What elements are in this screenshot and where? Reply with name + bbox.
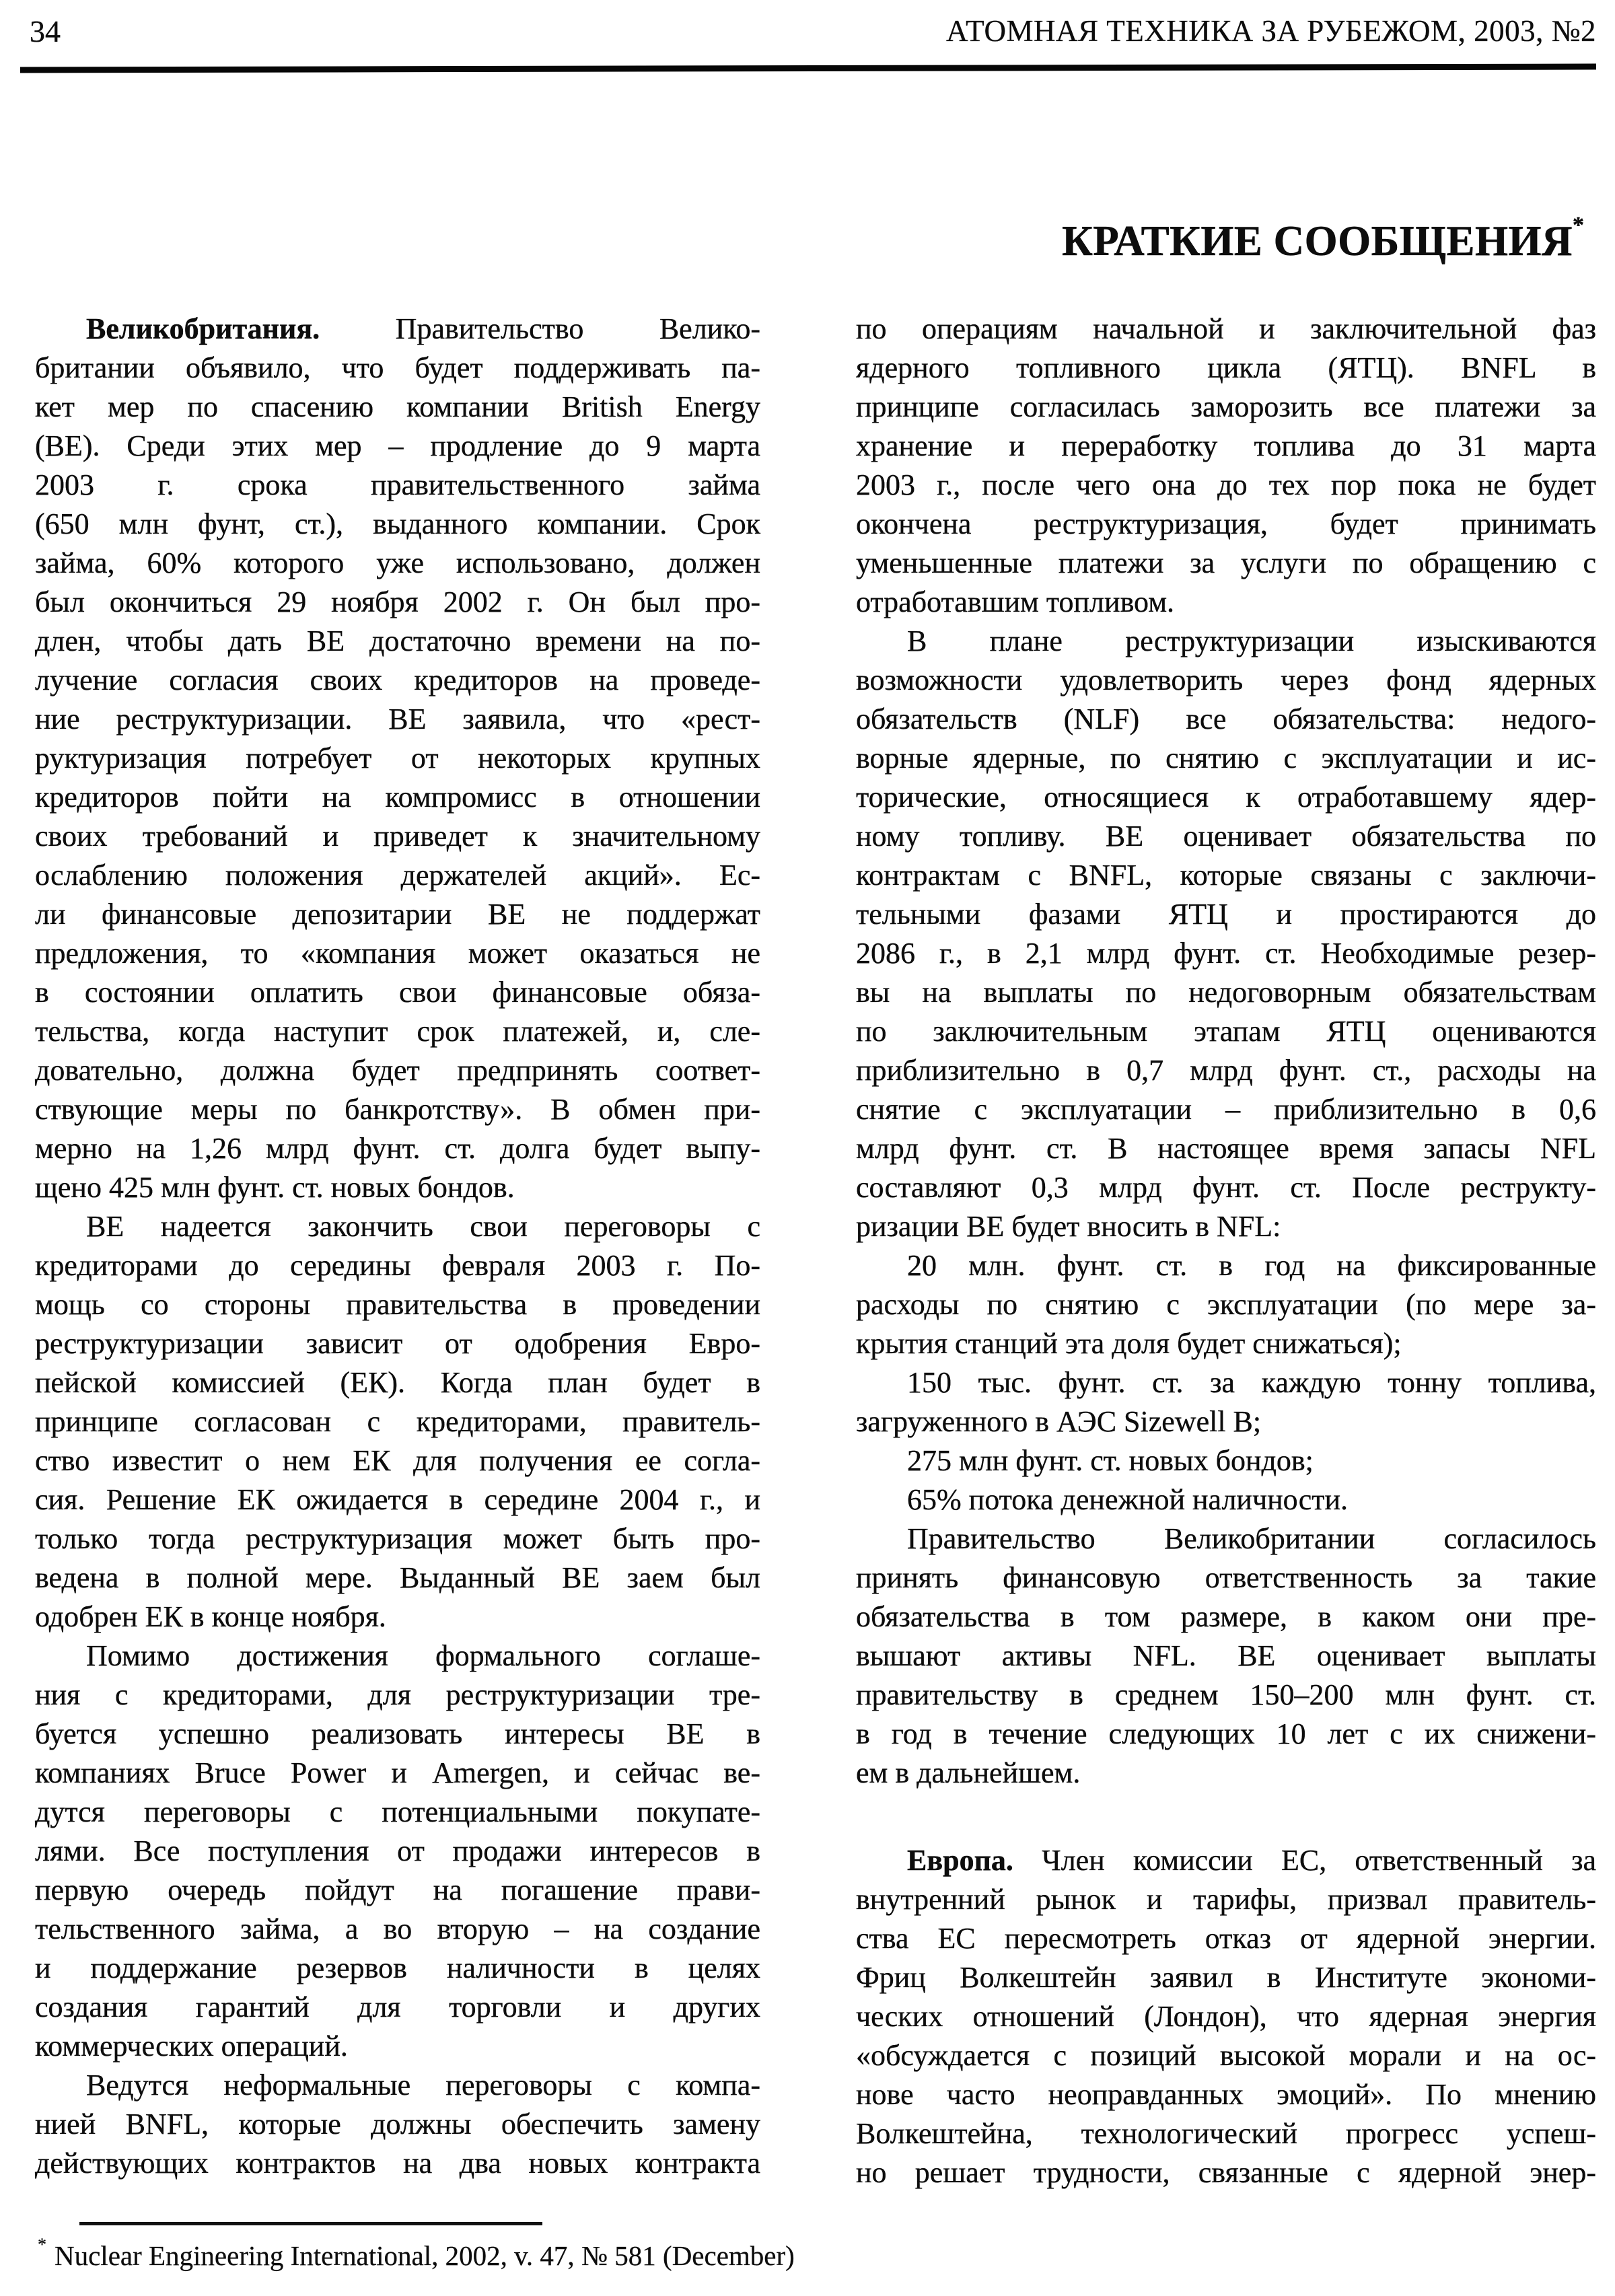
text-line: ство известит о нем ЕК для получения ее согла- — [35, 1444, 760, 1477]
journal-header-title: АТОМНАЯ ТЕХНИКА ЗА РУБЕЖОМ, 2003, №2 — [946, 14, 1596, 48]
text-line: крытия станций эта доля будет снижаться); — [856, 1327, 1402, 1360]
footnote-asterisk: * — [38, 2235, 46, 2254]
text-line: окончена реструктуризация, будет принимать — [856, 507, 1596, 540]
text-line: реструктуризации зависит от одобрения Евро- — [35, 1327, 760, 1360]
header-rule — [20, 64, 1596, 73]
text-line: снятие с эксплуатации – приблизительно в 0,6 — [856, 1093, 1596, 1126]
paragraph — [856, 310, 1596, 622]
text-line: дутся переговоры с потенциальными покупате- — [35, 1795, 760, 1828]
text-line: длен, чтобы дать BE достаточно времени на по- — [35, 624, 760, 657]
text-line: ния с кредиторами, для реструктуризации тре- — [35, 1678, 760, 1711]
text-line: кредиторов пойти на компромисс в отношении — [35, 781, 760, 814]
text-line: только тогда реструктуризация может быть про- — [35, 1522, 760, 1555]
page-number: 34 — [30, 14, 61, 48]
paragraph — [856, 1519, 1596, 1793]
footnote-text: Nuclear Engineering International, 2002, v. 47, № 581 (December) — [55, 2240, 795, 2271]
text-line: и поддержание резервов наличности в целях — [35, 1951, 760, 1984]
paragraph — [856, 1246, 1596, 1363]
text-line: займа, 60% которого уже использовано, должен — [35, 546, 760, 579]
text-line: (650 млн фунт, ст.), выданного компании. Срок — [35, 507, 760, 540]
text-line: ведена в полной мере. Выданный BE заем был — [35, 1561, 760, 1594]
text-line: принципе согласован с кредиторами, правитель- — [35, 1405, 760, 1438]
text-line: В плане реструктуризации изыскиваются — [907, 624, 1596, 657]
text-line: был окончиться 29 ноября 2002 г. Он был про- — [35, 585, 760, 618]
text-line: отработавшим топливом. — [856, 585, 1175, 618]
text-line: мерно на 1,26 млрд фунт. ст. долга будет выпу- — [35, 1132, 760, 1165]
text-line: коммерческих операций. — [35, 2030, 348, 2062]
text-line: нове часто неоправданных эмоций». По мнению — [856, 2078, 1596, 2111]
text-line: млрд фунт. ст. В настоящее время запасы NFL — [856, 1132, 1596, 1165]
text-line: ческих отношений (Лондон), что ядерная энергия — [856, 2000, 1596, 2033]
text-line: ли финансовые депозитарии BE не поддержат — [35, 898, 760, 931]
paragraph — [35, 2066, 760, 2183]
footnote-rule — [79, 2222, 542, 2225]
text-line: 2003 г., после чего она до тех пор пока не будет — [856, 468, 1596, 501]
text-line: компаниях Bruce Power и Amergen, и сейчас ве- — [35, 1756, 760, 1789]
text-line: своих требований и приведет к значительному — [35, 820, 760, 853]
text-line: руктуризация потребует от некоторых крупных — [35, 742, 760, 775]
text-line: хранение и переработку топлива до 31 марта — [856, 429, 1596, 462]
text-line: ем в дальнейшем. — [856, 1756, 1081, 1789]
text-line: ствующие меры по банкротству». В обмен при- — [35, 1093, 760, 1126]
section-title-text: КРАТКИЕ СООБЩЕНИЯ — [1062, 217, 1573, 264]
text-line: возможности удовлетворить через фонд ядерных — [856, 663, 1596, 696]
text-line: ворные ядерные, по снятию с эксплуатации и ис- — [856, 742, 1596, 775]
text-line: 20 млн. фунт. ст. в год на фиксированные — [907, 1249, 1596, 1282]
text-line: действующих контрактов на два новых контракта — [35, 2147, 760, 2180]
paragraph — [856, 1841, 1596, 2192]
text-line: вышают активы NFL. BE оценивает выплаты — [856, 1639, 1596, 1672]
text-line: буется успешно реализовать интересы BE в — [35, 1717, 760, 1750]
text-line: Ведутся неформальные переговоры с компа- — [86, 2069, 760, 2102]
paragraph — [856, 622, 1596, 1246]
text-line: одобрен ЕК в конце ноября. — [35, 1600, 386, 1633]
text-line: внутренний рынок и тарифы, призвал правитель- — [856, 1883, 1596, 1916]
text-line: расходы по снятию с эксплуатации (по мере за- — [856, 1288, 1596, 1321]
text-line: ядерного топливного цикла (ЯТЦ). BNFL в — [856, 351, 1596, 384]
text-line: Помимо достижения формального соглаше- — [86, 1639, 760, 1672]
section-title — [856, 213, 1596, 264]
text-line: 2003 г. срока правительственного займа — [35, 468, 760, 501]
text-line: щено 425 млн фунт. ст. новых бондов. — [35, 1171, 515, 1204]
text-line: 65% потока денежной наличности. — [907, 1483, 1349, 1516]
text-line: «обсуждается с позиций высокой морали и на ос- — [856, 2039, 1596, 2072]
text-line: но решает трудности, связанные с ядерной энер- — [856, 2156, 1596, 2189]
paragraph — [35, 1207, 760, 1637]
left-text-column — [35, 310, 760, 2183]
text-line: ние реструктуризации. BE заявила, что «рест- — [35, 703, 760, 736]
text-line: первую очередь пойдут на погашение прави- — [35, 1873, 760, 1906]
text-line: по заключительным этапам ЯТЦ оцениваются — [856, 1015, 1596, 1048]
text-line: кредиторами до середины февраля 2003 г. По- — [35, 1249, 760, 1282]
text-line: (BE). Среди этих мер – продление до 9 марта — [35, 429, 760, 462]
text-line: ослаблению положения держателей акций». Ес- — [35, 859, 760, 892]
text-line: торические, относящиеся к отработавшему ядер- — [856, 781, 1596, 814]
text-line: приблизительно в 0,7 млрд фунт. ст., расходы на — [856, 1054, 1596, 1087]
text-line: тельными фазами ЯТЦ и простираются до — [856, 898, 1596, 931]
text-line: лучение согласия своих кредиторов на проведе- — [35, 663, 760, 696]
text-line: в состоянии оплатить свои финансовые обяза- — [35, 976, 760, 1009]
right-text-column — [856, 310, 1596, 2192]
paragraph-lead: Великобритания. — [86, 312, 320, 345]
text-line: довательно, должна будет предпринять соответ- — [35, 1054, 760, 1087]
section-title-footnote-mark: * — [1573, 213, 1584, 238]
text-line: принять финансовую ответственность за такие — [856, 1561, 1596, 1594]
text-line: составляют 0,3 млрд фунт. ст. После реструкту- — [856, 1171, 1596, 1204]
text-line: правительству в среднем 150–200 млн фунт. ст. — [856, 1678, 1596, 1711]
text-line: британии объявило, что будет поддерживать па- — [35, 351, 760, 384]
text-line: контрактам с BNFL, которые связаны с заключи- — [856, 859, 1596, 892]
text-line: предложения, то «компания может оказаться не — [35, 937, 760, 970]
text-line: Европа. Член комиссии ЕС, ответственный за — [907, 1844, 1596, 1877]
paragraph — [35, 310, 760, 1207]
text-line: ства ЕС пересмотреть отказ от ядерной энергии. — [856, 1922, 1596, 1955]
paragraph — [856, 1363, 1596, 1441]
text-line: 150 тыс. фунт. ст. за каждую тонну топлива, — [907, 1366, 1596, 1399]
text-line: тельства, когда наступит срок платежей, и, сле- — [35, 1015, 760, 1048]
paragraph — [856, 1480, 1596, 1519]
text-line: уменьшенные платежи за услуги по обращению с — [856, 546, 1596, 579]
text-line: в год в течение следующих 10 лет с их снижени- — [856, 1717, 1596, 1750]
text-line: пейской комиссией (ЕК). Когда план будет в — [35, 1366, 760, 1399]
paragraph — [856, 1441, 1596, 1480]
text-line: сия. Решение ЕК ожидается в середине 2004 г., и — [35, 1483, 760, 1516]
text-line: 275 млн фунт. ст. новых бондов; — [907, 1444, 1314, 1477]
paragraph-lead: Европа. — [907, 1844, 1013, 1877]
text-line: обязательства в том размере, в каком они пре- — [856, 1600, 1596, 1633]
text-line: BE надеется закончить свои переговоры с — [86, 1210, 760, 1243]
text-line: ризации BE будет вносить в NFL: — [856, 1210, 1281, 1243]
text-line: тельственного займа, а во вторую – на создание — [35, 1912, 760, 1945]
text-line: ному топливу. BE оценивает обязательства по — [856, 820, 1596, 853]
text-line: нией BNFL, которые должны обеспечить замену — [35, 2108, 760, 2141]
paragraph — [35, 1637, 760, 2066]
text-line: 2086 г., в 2,1 млрд фунт. ст. Необходимые резер- — [856, 937, 1596, 970]
text-line: принципе согласилась заморозить все платежи за — [856, 390, 1596, 423]
text-line: Фриц Волкештейн заявил в Институте экономи- — [856, 1961, 1596, 1994]
text-line: создания гарантий для торговли и других — [35, 1990, 760, 2023]
text-line: кет мер по спасению компании British Energy — [35, 390, 760, 423]
text-line: Правительство Великобритании согласилось — [907, 1522, 1596, 1555]
text-line: загруженного в АЭС Sizewell B; — [856, 1405, 1262, 1438]
text-line: по операциям начальной и заключительной фаз — [856, 312, 1596, 345]
text-line: Великобритания. Правительство Велико- — [86, 312, 760, 345]
text-line: вы на выплаты по недоговорным обязательствам — [856, 976, 1596, 1009]
text-line: мощь со стороны правительства в проведении — [35, 1288, 760, 1321]
text-line: Волкештейна, технологический прогресс успеш- — [856, 2117, 1596, 2150]
text-line: лями. Все поступления от продажи интересов в — [35, 1834, 760, 1867]
footnote — [38, 2234, 795, 2272]
text-line: обязательств (NLF) все обязательства: недого- — [856, 703, 1596, 736]
